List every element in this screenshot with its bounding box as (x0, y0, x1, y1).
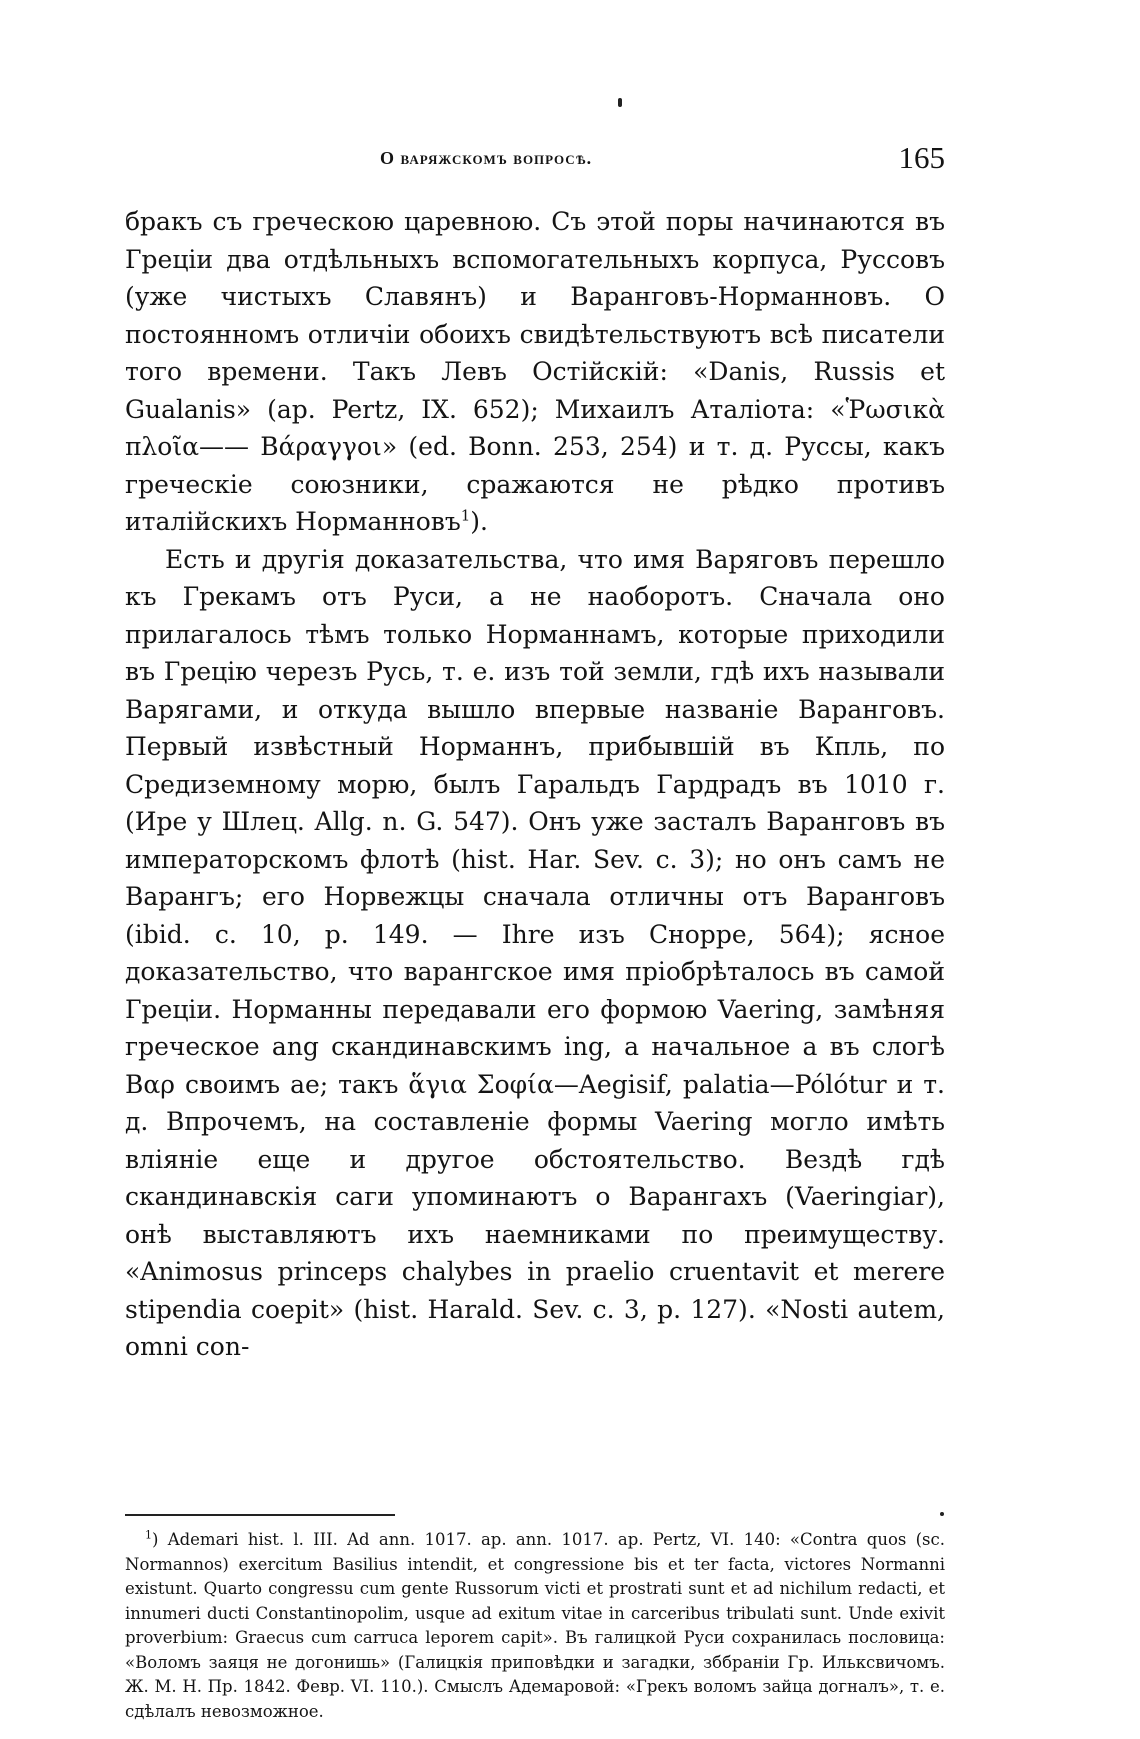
footnote-reference: 1 (460, 506, 471, 525)
paragraph-1 (125, 203, 945, 541)
page-header (125, 140, 945, 180)
footnote-separator (125, 1514, 395, 1516)
paragraph-1-end: ). (470, 507, 488, 536)
footnote-text: ) Ademari hist. l. III. Ad ann. 1017. ap. ann. 1017. ap. Pertz, VI. 140: «Contra quos (sc. Normannos) exercitum Basilius intendit, et congressione bis et ter facta, victores Normanni existunt. Quarto congressu cum gente Russorum victi et prostrati sunt et ad nichilum redacti, et innumeri ducti Constantinopolim, usque ad exitum vitae in carceribus tribulati sunt. Unde exivit proverbium: Graecus cum carruca leporem capit». Въ галицкой Руси сохранилась пословица: «Воломъ заяця не догонишь» (Галицкія приповѣдки и загадки, зббранiи Гр. Ильксвичомъ. Ж. М. Н. Пр. 1842. Февр. VI. 110.). Смыслъ Адемаровой: «Грекъ воломъ зайца догналъ», т. е. сдѣлалъ невозможное. (125, 1530, 945, 1721)
running-title: О варяжскомъ вопросѣ. (380, 148, 593, 168)
print-speck-footnote (940, 1512, 944, 1516)
main-text (125, 203, 945, 1366)
paragraph-1-text: бракъ съ греческою царевною. Съ этой поры начинаются въ Греціи два отдѣльныхъ вспомогательныхъ корпуса, Руссовъ (уже чистыхъ Славянъ) и Варанговъ-Норманновъ. О постоянномъ отличіи обоихъ свидѣтельствуютъ всѣ писатели того времени. Такъ Левъ Остійскій: «Danis, Russis et Gualanis» (ap. Pertz, IX. 652); Михаилъ Аталіота: «Ῥωσικὰ πλοῖα—— Βάραγγοι» (ed. Bonn. 253, 254) и т. д. Руссы, какъ греческіе союзники, сражаются не рѣдко противъ италійскихъ Норманновъ (125, 207, 945, 536)
footnote-marker: 1 (145, 1528, 152, 1542)
print-speck (618, 98, 622, 107)
page-number: 165 (898, 140, 945, 175)
footnote (125, 1528, 945, 1724)
footnote-paragraph (125, 1528, 945, 1724)
paragraph-2: Есть и другія доказательства, что имя Варяговъ перешло къ Грекамъ отъ Руси, а не наоборотъ. Сначала оно прилагалось тѣмъ только Норманнамъ, которые приходили въ Грецію черезъ Русь, т. е. изъ той земли, гдѣ ихъ называли Варягами, и откуда вышло впервые названіе Варанговъ. Первый извѣстный Норманнъ, прибывшій въ Кпль, по Средиземному морю, былъ Гаральдъ Гардрадъ въ 1010 г. (Ире у Шлец. Allg. n. G. 547). Онъ уже засталъ Варанговъ въ императорскомъ флотѣ (hist. Har. Sev. c. 3); но онъ самъ не Варангъ; его Норвежцы сначала отличны отъ Варанговъ (ibid. c. 10, p. 149. — Ihre изъ Снорре, 564); ясное доказательство, что варангское имя пріобрѣталось въ самой Греціи. Норманны передавали его формою Vaering, замѣняя греческое ang скандинавскимъ ing, а начальное a въ слогѣ Βαρ своимъ ae; такъ ἅγια Σοφία—Aegisif, palatia—Pólótur и т. д. Впрочемъ, на составленіе формы Vaering могло имѣть вліяніе еще и другое обстоятельство. Вездѣ гдѣ скандинавскія саги упоминаютъ о Варангахъ (Vaeringiar), онѣ выставляютъ ихъ наемниками по преимуществу. «Animosus princeps chalybes in praelio cruentavit et merere stipendia coepit» (hist. Harald. Sev. c. 3, p. 127). «Nosti autem, omni con- (125, 544, 945, 1361)
